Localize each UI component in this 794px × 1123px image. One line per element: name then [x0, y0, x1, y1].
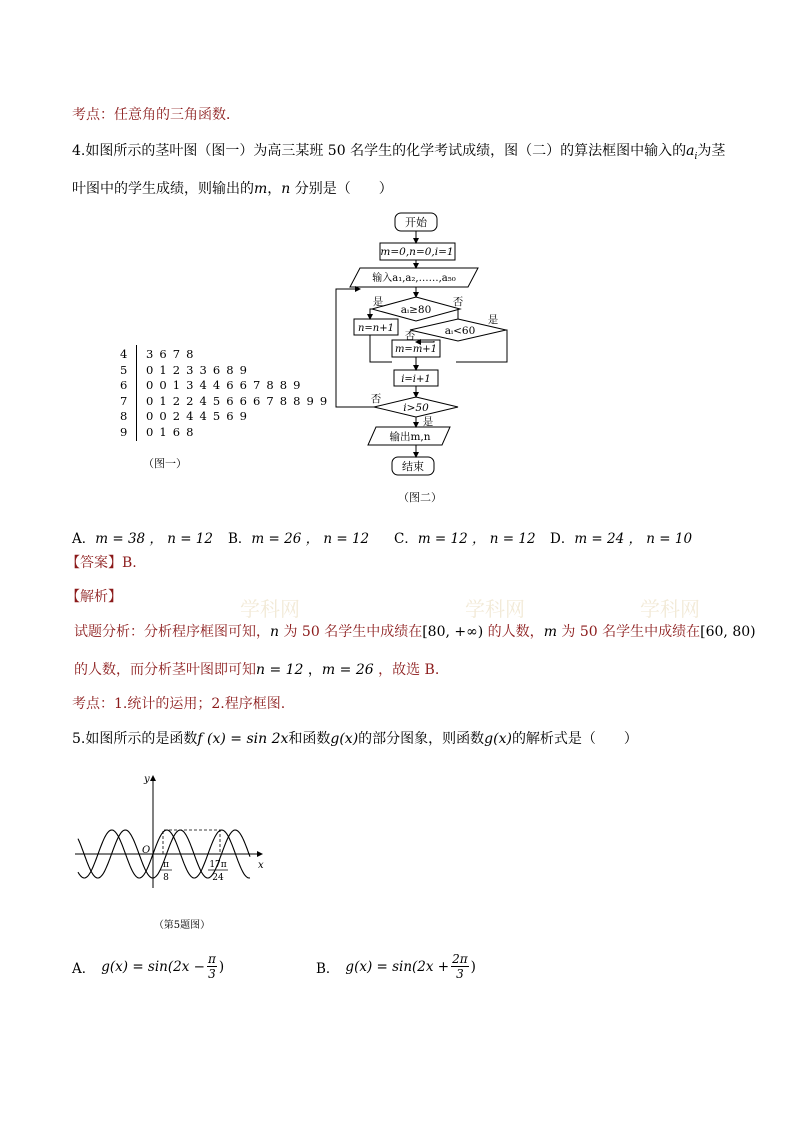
q5-text: 的解析式是（ ） [511, 731, 638, 747]
option-fraction [451, 952, 469, 981]
q4-var-sub: i [694, 151, 698, 162]
option-letter: B． [228, 531, 252, 547]
yes-label-1: 是 [372, 296, 384, 308]
analysis-sep: ， [303, 662, 322, 678]
figure2-caption: （图二） [398, 491, 442, 504]
q5-option-b [316, 952, 476, 981]
q5-option-a [72, 952, 224, 981]
yes-label-2: 是 [487, 314, 499, 326]
fraction-num: 2π [452, 952, 468, 966]
analysis-text: ，故选 B. [373, 662, 440, 678]
watermark: 学科网 [640, 597, 700, 621]
analysis-text: 试题分析：分析程序框图可知， [74, 624, 270, 640]
q4-line2-sep: ， [267, 181, 282, 197]
q4-var-a: a [686, 143, 695, 159]
watermark: 学科网 [240, 597, 300, 621]
option-pre: g(x) = sin(2x + [345, 958, 450, 975]
option-text: m = 12 ， n = 12 [417, 531, 536, 547]
q4-var-n: n [281, 181, 291, 197]
tick-17pi-24-den: 24 [212, 873, 224, 883]
stem-value: 6 [120, 378, 129, 392]
analysis-text: 为 50 名学生中成绩在 [556, 624, 701, 640]
start-label: 开始 [405, 216, 427, 229]
q5-f-expr: f (x) = sin 2x [197, 731, 289, 747]
watermark: 学科网 [465, 597, 525, 621]
init-label: m=0,n=0,i=1 [380, 246, 454, 258]
flowchart [330, 205, 520, 505]
q5-text: 5.如图所示的是函数 [72, 731, 198, 747]
q4-option-b [228, 527, 369, 547]
option-post: ) [218, 958, 225, 975]
output-label: 输出m,n [389, 431, 431, 443]
analysis-var-n: n [270, 624, 280, 640]
q4-line1-tail: 为茎 [697, 143, 726, 159]
q5-text: 的部分图象，则函数 [358, 731, 485, 747]
fraction-den: 3 [456, 967, 464, 981]
option-fraction [207, 952, 217, 981]
q4-line2-text: 叶图中的学生成绩，则输出的 [72, 181, 254, 197]
stem-column [120, 347, 129, 440]
fraction-den: 3 [208, 967, 216, 981]
tick-pi-8-den: 8 [163, 873, 169, 883]
input-label: 输入a₁,a₂,……,a₅₀ [372, 273, 456, 284]
analysis-line1 [74, 621, 756, 641]
stem-value: 7 [120, 393, 129, 408]
origin-label: O [142, 845, 151, 856]
q4-option-a [72, 527, 213, 547]
option-text: m = 24 ， n = 10 [574, 531, 693, 547]
no-label-1: 否 [452, 296, 464, 308]
cond3-label: i>50 [403, 402, 429, 414]
option-pre: g(x) = sin(2x − [101, 958, 205, 975]
option-letter: B． [316, 960, 340, 977]
kaodian-top: 考点：任意角的三角函数． [72, 107, 240, 123]
option-letter: A． [72, 531, 96, 547]
q5-text: 和函数 [288, 731, 331, 747]
analysis-interval-2: [60, 80) [700, 624, 756, 640]
leaf-values: 0 0 2 4 4 5 6 9 [146, 409, 249, 423]
analysis-line2 [74, 659, 439, 679]
graph-caption: （第5题图） [153, 920, 211, 931]
option-letter: C． [394, 531, 418, 547]
q5-g: g(x) [484, 731, 512, 747]
q4-option-c [394, 527, 536, 547]
analysis-text: 的人数，而分析茎叶图即可知 [74, 662, 256, 678]
analysis-interval-1: [80, +∞) [422, 624, 484, 640]
n-inc-label: n=n+1 [357, 323, 395, 334]
stem-value: 4 [120, 347, 129, 361]
option-post: ) [470, 958, 476, 975]
leaf-column [146, 347, 328, 440]
option-letter: A． [72, 960, 96, 977]
q4-line1-text: 4.如图所示的茎叶图（图一）为高三某班 50 名学生的化学考试成绩，图（二）的算法框图中输入的 [72, 143, 687, 159]
q4-var-m: m [254, 181, 268, 197]
kaodian-q4: 考点：1.统计的运用；2.程序框图. [72, 696, 286, 712]
tick-17pi-24-num: 17π [209, 860, 227, 870]
q4-line2-tail: 分别是（ ） [290, 181, 393, 197]
cond2-label: aᵢ<60 [444, 325, 476, 337]
sine-graph [70, 768, 270, 938]
stem-value: 5 [120, 362, 129, 377]
leaf-values: 0 1 6 8 [146, 424, 195, 439]
stem-value: 9 [120, 424, 129, 439]
answer-line [66, 552, 137, 572]
analysis-text: 的人数， [483, 624, 544, 640]
q5-stem [72, 728, 638, 748]
leaf-values: 0 1 2 2 4 5 6 6 6 7 8 8 9 9 [146, 393, 329, 408]
leaf-values: 3 6 7 8 [146, 347, 195, 361]
analysis-n-value: n = 12 [256, 662, 304, 678]
cond1-label: aᵢ≥80 [400, 304, 432, 316]
y-axis-label: y [144, 774, 150, 785]
option-text: m = 38 ， n = 12 [95, 531, 213, 547]
i-inc-label: i=i+1 [401, 374, 431, 385]
leaf-values: 0 1 2 3 3 6 8 9 [146, 362, 249, 377]
q4-line2 [72, 178, 393, 198]
end-label: 结束 [402, 460, 424, 473]
analysis-m-value: m = 26 [321, 662, 374, 678]
fraction-num: π [207, 952, 216, 966]
tick-pi-8-num: π [163, 860, 169, 870]
option-letter: D． [550, 531, 575, 547]
no-label-3: 否 [370, 393, 382, 405]
q5-g: g(x) [330, 731, 359, 747]
q4-line1 [72, 140, 725, 162]
x-axis-label: x [258, 860, 264, 871]
m-inc-label: m=m+1 [394, 344, 438, 355]
no-label-2: 否 [404, 330, 416, 342]
stem-divider [136, 345, 137, 441]
analysis-text: 为 50 名学生中成绩在 [279, 624, 423, 640]
stem-value: 8 [120, 409, 129, 423]
answer-value: B. [122, 555, 137, 571]
option-text: m = 26 ， n = 12 [251, 531, 370, 547]
figure1-caption: （图一） [143, 457, 187, 470]
yes-label-3: 是 [422, 416, 434, 428]
analysis-var-m: m [543, 624, 557, 640]
analysis-label: 【解析】 [66, 589, 122, 605]
answer-label: 【答案】 [66, 555, 122, 571]
leaf-values: 0 0 1 3 4 4 6 6 7 8 8 9 [146, 378, 302, 392]
q4-option-d [550, 527, 692, 547]
